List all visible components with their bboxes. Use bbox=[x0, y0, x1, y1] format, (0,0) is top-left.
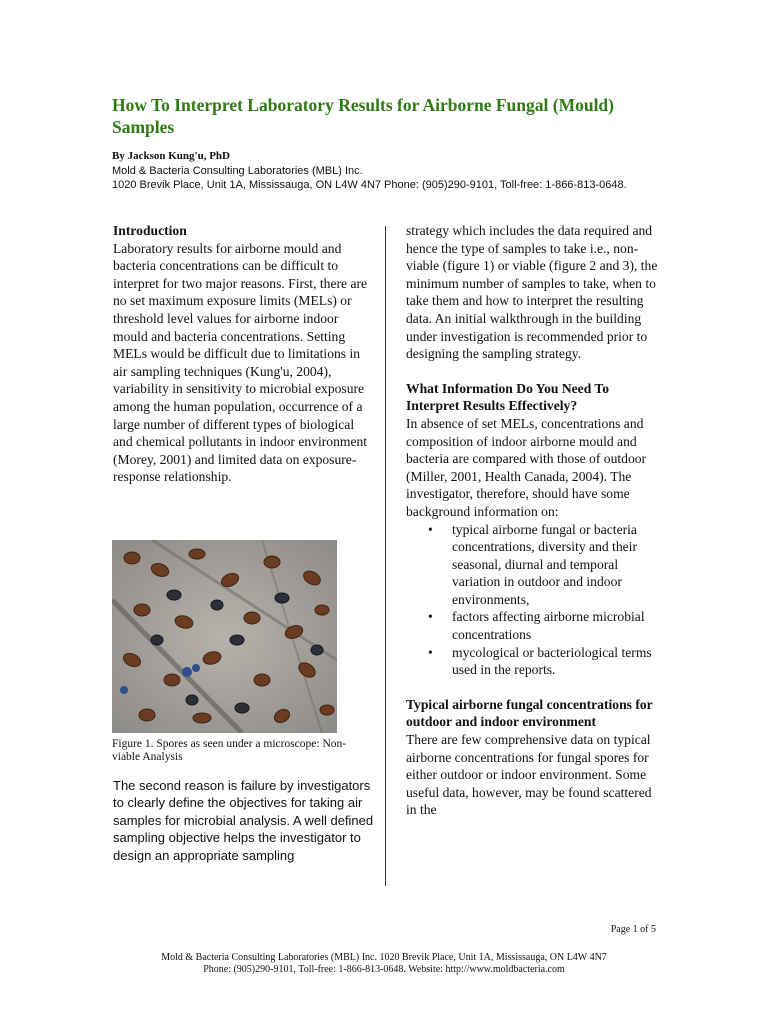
bullet-icon: • bbox=[428, 609, 433, 625]
list-item: • typical airborne fungal or bacteria concentrations, diversity and their seasonal, diurnal and temporal variation in outdoor and indoor environments, bbox=[428, 521, 637, 607]
spores-microscope-photo bbox=[112, 540, 337, 733]
page-number: Page 1 of 5 bbox=[610, 924, 656, 935]
second-reason-paragraph: The second reason is failure by investigators to clearly define the objectives for taking air samples for microbial analysis. A well defined sampling objective helps the investigator to design an appropriate sampling bbox=[113, 778, 374, 863]
section-heading-typical-concentrations: Typical airborne fungal concentrations for outdoor and indoor environment bbox=[406, 696, 653, 730]
author-byline: By Jackson Kung'u, PhD bbox=[112, 150, 230, 162]
affiliation-line-2: 1020 Brevik Place, Unit 1A, Mississauga, ON L4W 4N7 Phone: (905)290-9101, Toll-free: 1-866-813-0648. bbox=[112, 179, 627, 191]
introduction-heading: Introduction bbox=[113, 223, 187, 238]
column-divider bbox=[385, 226, 386, 886]
background-info-list bbox=[406, 521, 664, 679]
list-item: • mycological or bacteriological terms used in the reports. bbox=[428, 644, 652, 678]
right-column bbox=[406, 222, 664, 819]
footer-line-1: Mold & Bacteria Consulting Laboratories (MBL) Inc. 1020 Brevik Place, Unit 1A, Mississauga, ON L4W 4N7 bbox=[161, 952, 607, 963]
bullet-icon: • bbox=[428, 644, 433, 660]
bullet-icon: • bbox=[428, 521, 433, 537]
section-heading-information: What Information Do You Need To Interpret Results Effectively? bbox=[406, 380, 610, 414]
typical-concentrations-paragraph: There are few comprehensive data on typical airborne concentrations for fungal spores for either outdoor or indoor environment. Some useful data, however, may be found scattered in the bbox=[406, 732, 652, 818]
information-paragraph: In absence of set MELs, concentrations and composition of indoor airborne mould and bacteria are compared with those of outdoor (Miller, 2001, Health Canada, 2004). The investigator, therefore, should have some background information on: bbox=[406, 415, 647, 519]
introduction-text: Laboratory results for airborne mould and bacteria concentrations can be difficult to interpret for two major reasons. First, there are no set maximum exposure limits (MELs) or threshold level values for airborne indoor mould and bacteria concentrations. Setting MELs would be difficult due to limitations in air sampling techniques (Kung'u, 2004), variability in sensitivity to microbial exposure among the human population, occurrence of a large number of different types of biological and chemical pollutants in indoor environment (Morey, 2001) and limited data on exposure-response relationship. bbox=[113, 240, 368, 485]
affiliation-line-1: Mold & Bacteria Consulting Laboratories (MBL) Inc. bbox=[112, 165, 363, 177]
document-title: How To Interpret Laboratory Results for Airborne Fungal (Mould) Samples bbox=[112, 95, 614, 137]
list-item: • factors affecting airborne microbial concentrations bbox=[428, 609, 645, 643]
footer-line-2: Phone: (905)290-9101, Toll-free: 1-866-813-0648. Website: http://www.moldbacteria.com bbox=[203, 964, 565, 975]
figure-caption: Figure 1. Spores as seen under a microscope: Non-viable Analysis bbox=[112, 738, 347, 763]
left-column bbox=[113, 222, 375, 486]
strategy-paragraph: strategy which includes the data required and hence the type of samples to take i.e., non-viable (figure 1) or viable (figure 2 and 3), the minimum number of samples to take, when to take them and how to interpret the resulting data. An initial walkthrough in the building under investigation is recommended prior to designing the sampling strategy. bbox=[406, 223, 658, 362]
